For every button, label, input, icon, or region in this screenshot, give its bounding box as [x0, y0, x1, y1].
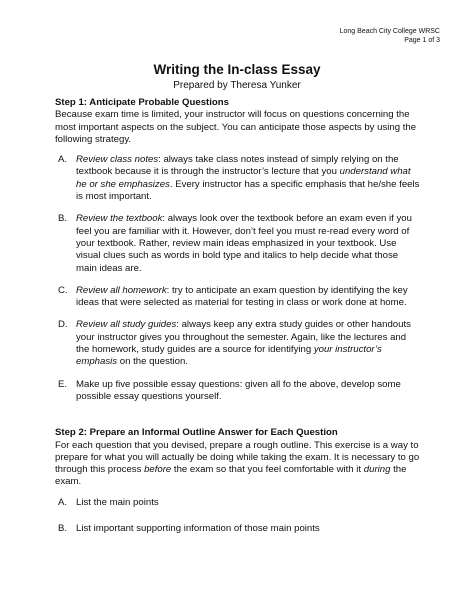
step1-heading: Step 1: Anticipate Probable Questions: [55, 97, 229, 108]
item-text: List the main points: [76, 496, 159, 508]
step1-item-c: [55, 285, 420, 310]
document-title: Writing the In-class Essay: [153, 62, 321, 77]
list-marker: B.: [58, 523, 68, 535]
step1-item-d: [55, 319, 420, 368]
list-marker: B.: [58, 213, 68, 225]
list-marker: E.: [58, 378, 68, 390]
step2-heading: Step 2: Prepare an Informal Outline Answer for Each Question: [55, 427, 338, 439]
step1-list: [55, 154, 420, 403]
intro-emphasis: before: [144, 464, 172, 476]
item-text: : always keep any extra study guides or other handouts your instructor gives you throughout the semester. Again, like the lectures and the homework, study guides are a source for identifying: [76, 319, 411, 356]
list-marker: A.: [58, 496, 68, 508]
header-org: Long Beach City College WRSC: [339, 28, 440, 35]
intro-emphasis: during: [363, 464, 391, 476]
item-lead: Review the textbook: [76, 213, 163, 225]
item-text: : try to anticipate an exam question by identifying the key ideas that were selected as material for testing in class or work done at home.: [76, 284, 408, 309]
step1-intro: Because exam time is limited, your instructor will focus on questions concerning the most important aspects on the subject. You can anticipate those aspects by using the following strategy.: [55, 109, 417, 145]
item-text: List important supporting information of those main points: [76, 523, 320, 535]
item-text-end: . Every instructor has a specific emphasis that he/she feels is most important.: [76, 178, 420, 203]
step2-list: [55, 497, 420, 536]
intro-text: the exam so that you feel comfortable with it: [171, 464, 364, 476]
list-marker: D.: [58, 319, 68, 331]
header-page-number: Page 1 of 3: [404, 37, 440, 44]
step2-intro: [55, 440, 420, 489]
list-marker: A.: [58, 154, 68, 166]
step2-item-b: [55, 523, 420, 535]
item-text: Make up five possible essay questions: given all fo the above, develop some possible essay questions yourself.: [76, 378, 401, 402]
intro-text: For each question that you devised, prepare a rough outline. This exercise is a way to prepare for what you will actually be doing while taking the exam. It is necessary to go through this process: [55, 439, 420, 476]
document-subtitle: Prepared by Theresa Yunker: [173, 80, 301, 91]
item-lead: Review all study guides: [76, 319, 177, 331]
item-emphasis: understand what he or she emphasizes: [76, 166, 411, 190]
item-text-end: on the question.: [117, 356, 189, 368]
step1-item-a: [55, 154, 420, 203]
step1-item-e: [55, 379, 420, 404]
item-lead: Review all homework: [76, 284, 167, 296]
item-text: : always look over the textbook before an exam even if you feel you are familiar with it. However, don’t feel you must re-read every word of your textbook. Rather, review main ideas emphasized in your textbook. Use visual clues such as words in bold type and italics to help decide what those main ideas are.: [76, 213, 412, 274]
list-marker: C.: [58, 284, 68, 296]
item-emphasis: your instructor’s emphasis: [76, 344, 382, 368]
intro-text: the exam.: [55, 464, 407, 488]
step2-item-a: [55, 497, 420, 509]
item-text: : always take class notes instead of simply relying on the textbook because it is through the instructor’s lecture that you: [76, 154, 399, 178]
document-body: [55, 97, 420, 549]
step1-item-b: [55, 213, 420, 274]
page-header: [340, 27, 440, 45]
item-lead: Review class notes: [76, 154, 159, 166]
